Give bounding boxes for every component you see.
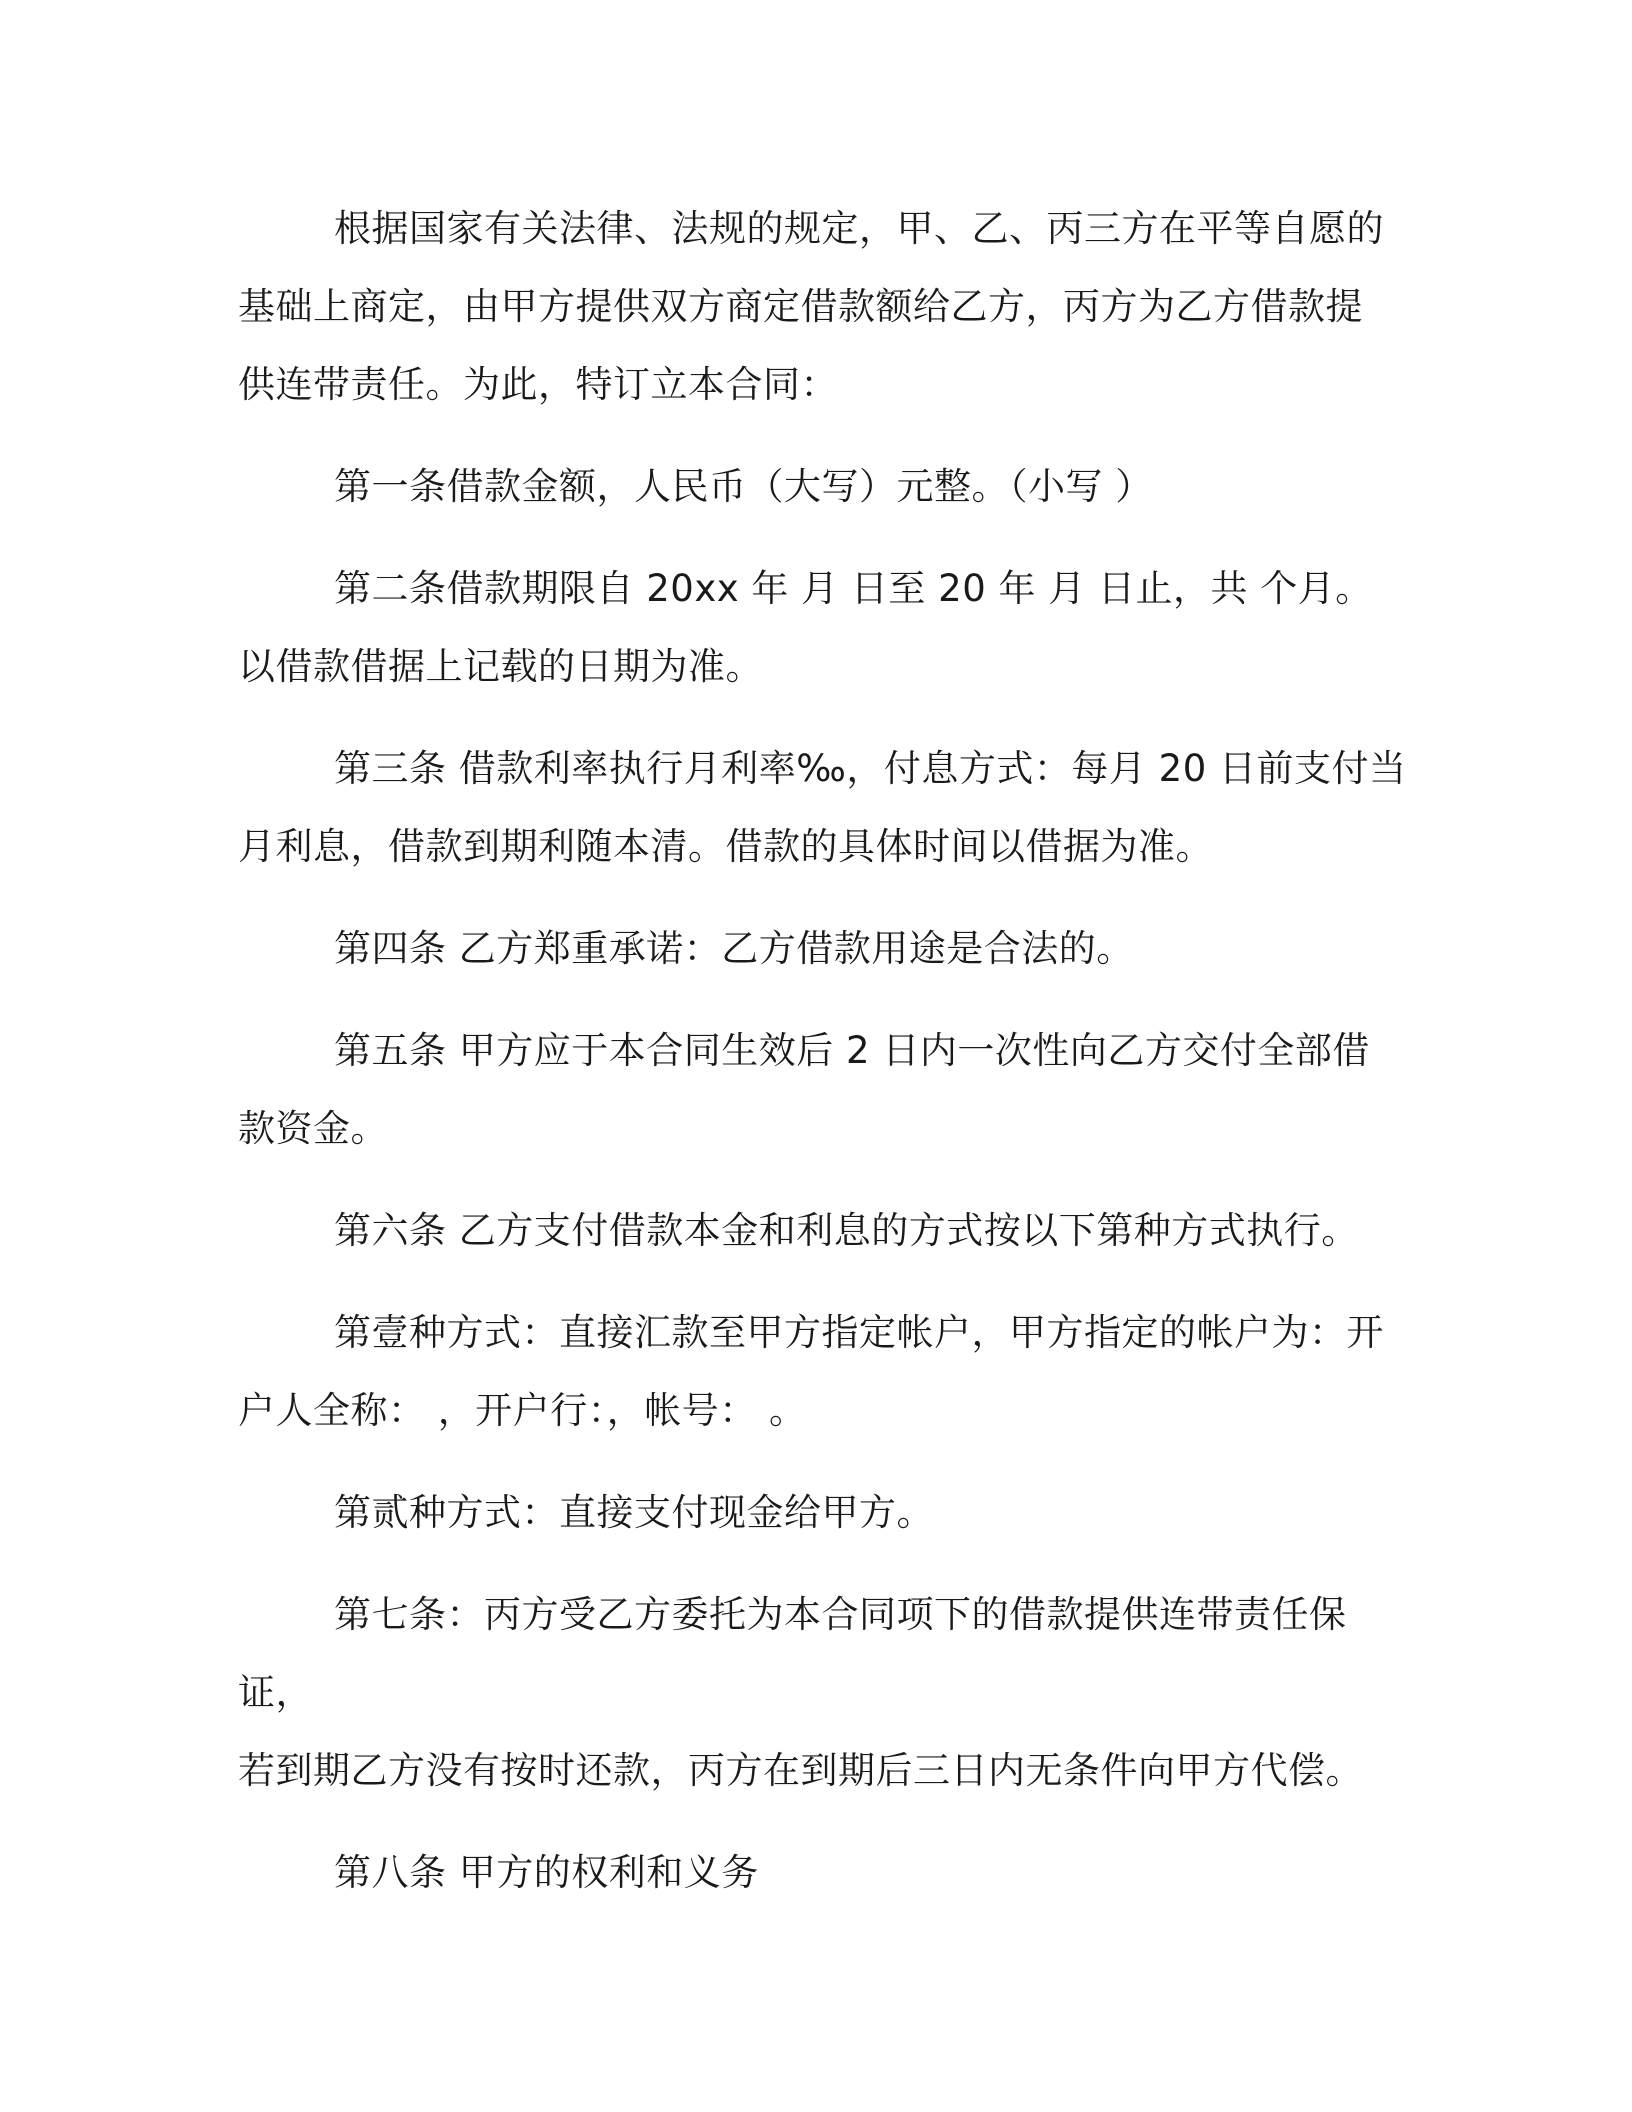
text-line: 第七条：丙方受乙方委托为本合同项下的借款提供连带责任保证，	[238, 1593, 1347, 1714]
paragraph-article-2	[238, 550, 1408, 706]
text-line: 第壹种方式：直接汇款至甲方指定帐户，甲方指定的帐户为：开	[334, 1311, 1384, 1354]
text-line: 供连带责任。为此，特订立本合同：	[238, 363, 838, 406]
document-body	[238, 190, 1408, 1936]
paragraph-article-1	[238, 448, 1408, 526]
paragraph-preamble	[238, 190, 1408, 424]
text-line: 第八条 甲方的权利和义务	[334, 1851, 759, 1894]
paragraph-article-3	[238, 730, 1408, 886]
paragraph-article-4	[238, 910, 1408, 988]
text-line: 第四条 乙方郑重承诺：乙方借款用途是合法的。	[334, 927, 1134, 970]
paragraph-article-5	[238, 1012, 1408, 1168]
paragraph-article-6	[238, 1192, 1408, 1270]
text-line: 户人全称： ，开户行：，帐号： 。	[238, 1389, 807, 1432]
text-line: 若到期乙方没有按时还款，丙方在到期后三日内无条件向甲方代偿。	[238, 1749, 1363, 1792]
paragraph-method-1	[238, 1294, 1408, 1450]
text-line: 以借款借据上记载的日期为准。	[238, 645, 763, 688]
paragraph-article-8	[238, 1834, 1408, 1912]
text-line: 第一条借款金额，人民币（大写）元整。（小写 ）	[334, 465, 1153, 508]
text-line: 第六条 乙方支付借款本金和利息的方式按以下第种方式执行。	[334, 1209, 1359, 1252]
text-line: 第二条借款期限自 20xx 年 月 日至 20 年 月 日止，共 个月。	[334, 567, 1373, 610]
text-line: 根据国家有关法律、法规的规定，甲、乙、丙三方在平等自愿的	[334, 207, 1384, 250]
text-line: 第三条 借款利率执行月利率‰，付息方式：每月 20 日前支付当	[334, 747, 1407, 790]
paragraph-method-2	[238, 1474, 1408, 1552]
text-line: 款资金。	[238, 1107, 388, 1150]
text-line: 基础上商定，由甲方提供双方商定借款额给乙方，丙方为乙方借款提	[238, 285, 1363, 328]
text-line: 第五条 甲方应于本合同生效后 2 日内一次性向乙方交付全部借	[334, 1029, 1370, 1072]
text-line: 第贰种方式：直接支付现金给甲方。	[334, 1491, 934, 1534]
text-line: 月利息，借款到期利随本清。借款的具体时间以借据为准。	[238, 825, 1213, 868]
paragraph-article-7	[238, 1576, 1408, 1810]
